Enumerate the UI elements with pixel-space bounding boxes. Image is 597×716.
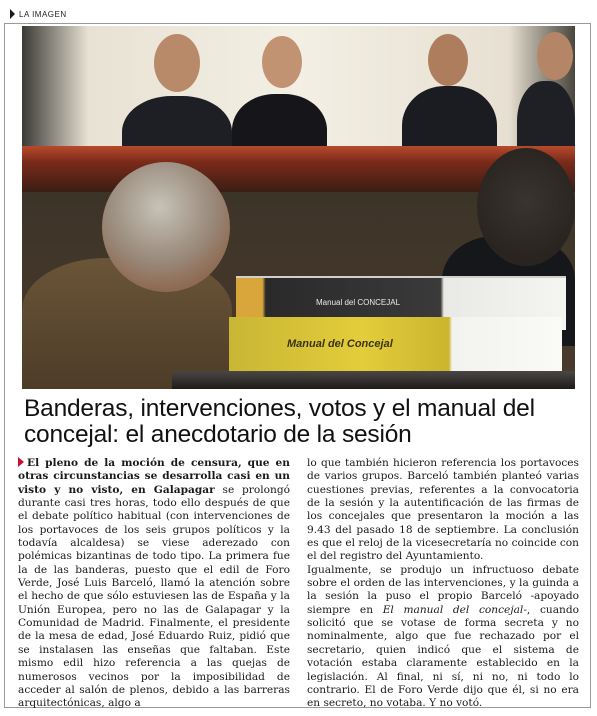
section-marker-icon	[10, 9, 15, 19]
photo-head-4	[537, 32, 573, 80]
article-headline: Banderas, intervenciones, votos y el manual del concejal: el anecdotario de la sesión	[24, 395, 535, 448]
photo-table-edge	[172, 371, 575, 389]
manual-book-bottom-title: Manual del Concejal	[287, 338, 393, 350]
right-paragraph-1: lo que también hicieron referencia los portavoces de varios grupos. Barceló también planteó varias cuestiones previas, referentes a la convocatoria de la sesión y la autentificación de las firmas de los concejales que presentaron la moción a las 9.43 del pasado 18 de septiembre. La conclusión es que el reloj de la vicesecretaría no coincide con el del registro del Ayuntamiento.	[307, 457, 579, 563]
article-column-left	[18, 457, 290, 711]
right-paragraph-2-text-b: -, cuando solicitó que se votase de forma secreta y no nominalmente, algo que fue rechazado por el secretario, quien indicó que el sistema de votación estaba claramente establecido en la legislación. Al final, ni sí, ni no, ni todo lo contrario. El de Foro Verde dijo que él, si no era en secreto, no votaba. Y no votó.	[307, 603, 580, 710]
photo-right-head	[477, 148, 575, 266]
lead-paragraph	[18, 457, 290, 711]
lead-body-text: durante casi tres horas, todo ello después de que el debate político habitual (con intervenciones de los portavoces de los seis grupos políticos y la todavía alcaldesa) se viese aderezado con polémicas bizantinas de todo tipo. La primera fue la de las banderas, puesto que el edil de Foro Verde, José Luis Barceló, llamó la atención sobre el hecho de que sólo estuviesen las de España y la Unión Europea, pero no las de Galapagar y la Comunidad de Madrid. Finalmente, el presidente de la mesa de edad, José Eduardo Ruiz, pidió que se instalasen las enseñas que faltaban. Este mismo edil hizo referencia a las quejas de numerosos vecinos por la imposibilidad de acceder al salón de plenos, debido a las barreras arquitectónicas, algo a	[18, 497, 290, 710]
photo-head-2	[262, 36, 302, 88]
right-paragraph-2-text-a: Igualmente, se produjo un infructuoso debate sobre el orden de las intervenciones, y la guinda a la sesión la puso el propio Barceló -apoyado siempre en	[307, 563, 579, 616]
photo-head-3	[428, 34, 468, 86]
section-label	[10, 8, 67, 20]
lead-normal-text: se prolongó	[214, 483, 290, 496]
lead-bold-text: El pleno de la moción de censura, que en otras circunstancias se desarrolla casi en un visto y no visto, en Galapagar	[18, 457, 290, 496]
lead-marker-icon	[18, 457, 24, 467]
right-paragraph-2	[307, 564, 579, 711]
manual-book-top-title: Manual del CONCEJAL	[316, 298, 401, 307]
article-photo	[22, 26, 575, 389]
photo-foreground-head	[102, 162, 230, 292]
manual-title-italic: El manual del concejal	[382, 603, 524, 616]
section-label-text: LA IMAGEN	[19, 9, 67, 19]
photo-head-1	[154, 34, 200, 92]
article-column-right	[307, 457, 579, 711]
